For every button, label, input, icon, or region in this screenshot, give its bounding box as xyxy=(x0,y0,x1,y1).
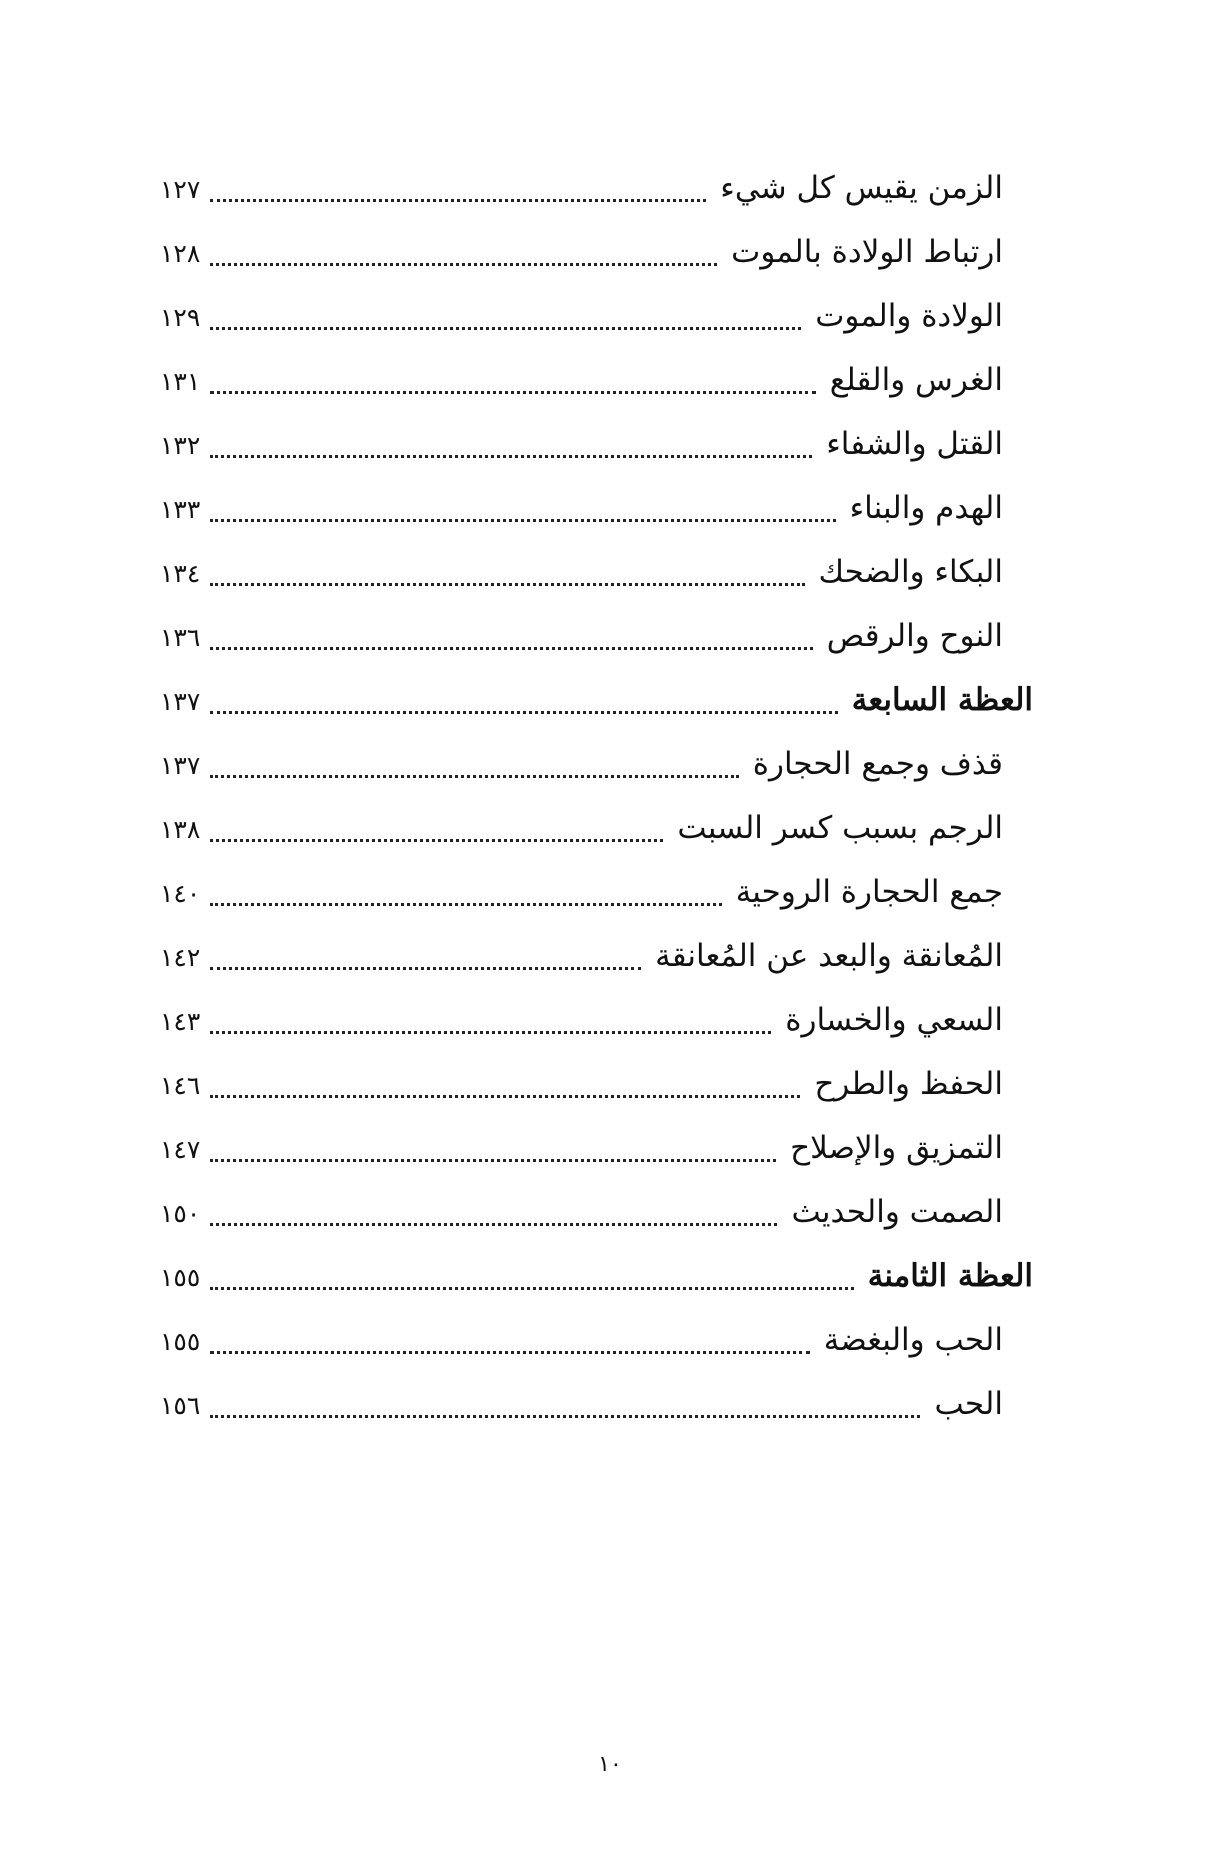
dot-leader xyxy=(210,647,813,650)
dot-leader xyxy=(210,775,739,778)
toc-page-number: ١٣٧ xyxy=(160,687,201,716)
toc-entry xyxy=(0,1120,1221,1180)
toc-entry-title: الحب والبغضة xyxy=(823,1322,1003,1358)
toc-chapter-title: العظة السابعة xyxy=(851,682,1033,718)
dot-leader xyxy=(210,327,801,330)
toc-page-number: ١٢٨ xyxy=(160,239,201,268)
toc-entry xyxy=(0,416,1221,476)
page-number: ١٠ xyxy=(598,1752,622,1777)
toc-entry xyxy=(0,1056,1221,1116)
toc-entry-title: النوح والرقص xyxy=(826,618,1003,654)
dot-leader xyxy=(210,199,706,202)
toc-entry xyxy=(0,1376,1221,1436)
toc-entry-title: الزمن يقيس كل شيء xyxy=(720,170,1003,206)
toc-entry-title: جمع الحجارة الروحية xyxy=(735,874,1003,910)
toc-entry xyxy=(0,480,1221,540)
dot-leader xyxy=(210,1415,920,1418)
toc-entry-title: الهدم والبناء xyxy=(849,490,1003,526)
dot-leader xyxy=(210,967,641,970)
toc-page-number: ١٤٢ xyxy=(160,943,201,972)
toc-page-number: ١٥٥ xyxy=(160,1263,201,1292)
toc-page-number: ١٤٧ xyxy=(160,1135,201,1164)
toc-entry-title: الصمت والحديث xyxy=(791,1194,1003,1230)
toc-entry-title: الحفظ والطرح xyxy=(814,1066,1003,1102)
toc-entry-title: قذف وجمع الحجارة xyxy=(752,746,1003,782)
toc-page-number: ١٤٠ xyxy=(160,879,201,908)
dot-leader xyxy=(210,583,805,586)
toc-entry xyxy=(0,736,1221,796)
toc-entry-title: الولادة والموت xyxy=(815,298,1003,334)
toc-entry xyxy=(0,928,1221,988)
toc-page-number: ١٣٢ xyxy=(160,431,201,460)
toc-entry-title: ارتباط الولادة بالموت xyxy=(731,234,1003,270)
toc-entry-title: الحب xyxy=(934,1386,1003,1422)
dot-leader xyxy=(210,1159,776,1162)
toc-chapter-entry xyxy=(0,672,1221,732)
dot-leader xyxy=(210,903,722,906)
dot-leader xyxy=(210,391,816,394)
toc-page-number: ١٣١ xyxy=(160,367,201,396)
toc-chapter-title: العظة الثامنة xyxy=(867,1258,1033,1294)
toc-page-number: ١٣٤ xyxy=(160,559,201,588)
dot-leader xyxy=(210,839,663,842)
toc-entry xyxy=(0,544,1221,604)
toc-entry-title: التمزيق والإصلاح xyxy=(790,1130,1003,1166)
toc-page-number: ١٥٥ xyxy=(160,1327,201,1356)
toc-entry xyxy=(0,288,1221,348)
toc-page-number: ١٣٨ xyxy=(160,815,201,844)
toc-page-number: ١٥٦ xyxy=(160,1391,201,1420)
toc-entry xyxy=(0,224,1221,284)
toc-page-number: ١٥٠ xyxy=(160,1199,201,1228)
dot-leader xyxy=(210,455,812,458)
dot-leader xyxy=(210,1287,854,1290)
dot-leader xyxy=(210,263,717,266)
toc-entry-title: البكاء والضحك xyxy=(818,554,1003,590)
toc-page-number: ١٤٣ xyxy=(160,1007,201,1036)
dot-leader xyxy=(210,711,838,714)
dot-leader xyxy=(210,1031,771,1034)
dot-leader xyxy=(210,1351,810,1354)
toc-entry-title: الغرس والقلع xyxy=(829,362,1003,398)
toc-page-number: ١٣٦ xyxy=(160,623,201,652)
toc-entry xyxy=(0,800,1221,860)
toc-entry-title: الرجم بسبب كسر السبت xyxy=(677,810,1003,846)
toc-page-number: ١٢٧ xyxy=(160,175,201,204)
toc-page-number: ١٢٩ xyxy=(160,303,201,332)
toc-chapter-entry xyxy=(0,1248,1221,1308)
toc-entry-title: القتل والشفاء xyxy=(826,426,1003,462)
toc-entry-title: المُعانقة والبعد عن المُعانقة xyxy=(655,938,1003,974)
toc-entry xyxy=(0,352,1221,412)
toc-page-number: ١٣٣ xyxy=(160,495,201,524)
toc-page-number: ١٤٦ xyxy=(160,1071,201,1100)
toc-page-number: ١٣٧ xyxy=(160,751,201,780)
dot-leader xyxy=(210,1095,800,1098)
toc-entry xyxy=(0,160,1221,220)
toc-entry xyxy=(0,1184,1221,1244)
toc-entry xyxy=(0,1312,1221,1372)
toc-entry-title: السعي والخسارة xyxy=(785,1002,1003,1038)
dot-leader xyxy=(210,1223,777,1226)
toc-entry xyxy=(0,992,1221,1052)
toc-entry xyxy=(0,608,1221,668)
toc-entry xyxy=(0,864,1221,924)
dot-leader xyxy=(210,519,836,522)
